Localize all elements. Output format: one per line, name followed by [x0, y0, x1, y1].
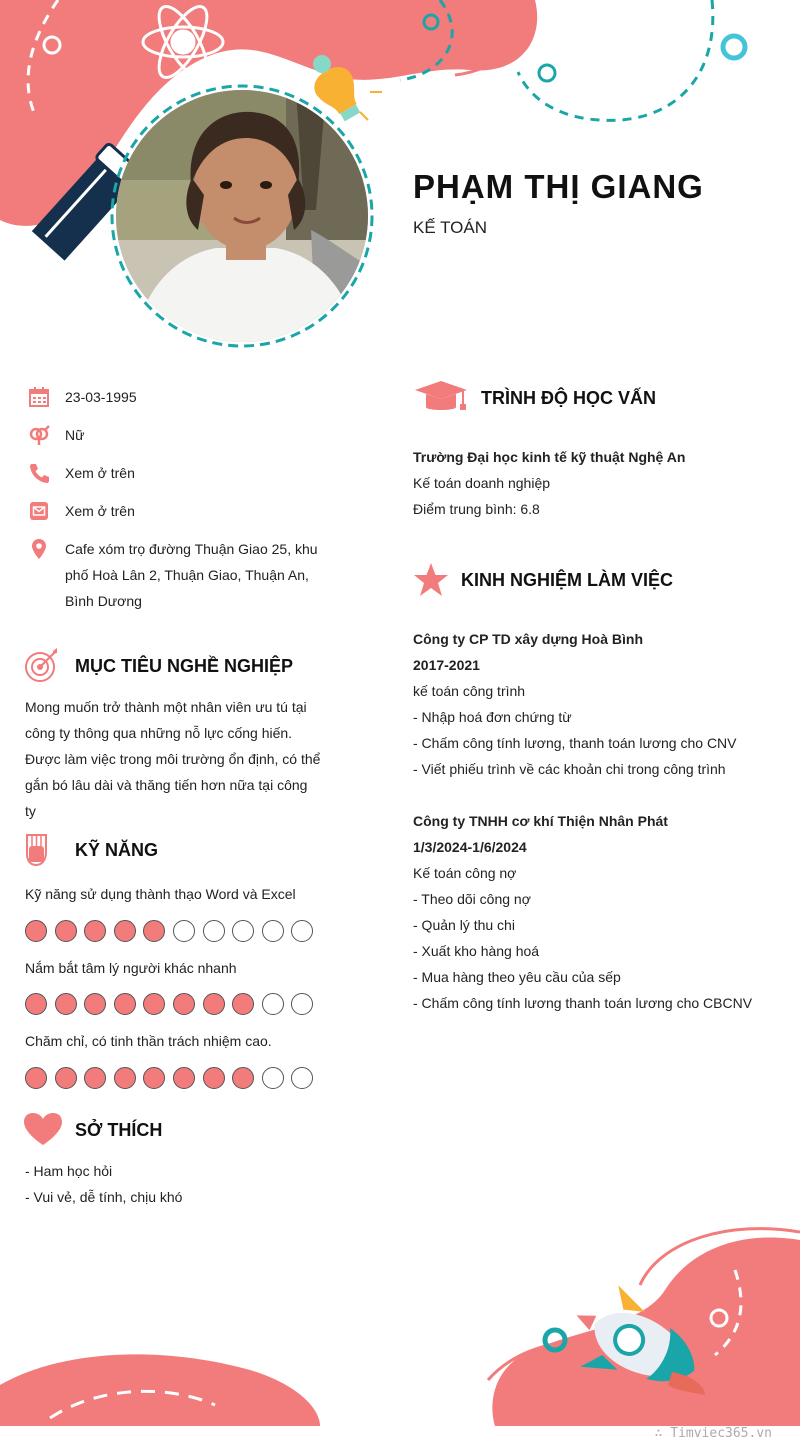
- school-name: Trường Đại học kinh tế kỹ thuật Nghệ An: [413, 449, 686, 465]
- skill-name: Kỹ năng sử dụng thành thạo Word và Excel: [25, 886, 296, 902]
- job-entry: [413, 626, 737, 782]
- job-company: Công ty TNHH cơ khí Thiện Nhân Phát: [413, 813, 668, 829]
- education-title: TRÌNH ĐỘ HỌC VẤN: [481, 387, 656, 408]
- contact-address: [28, 536, 328, 616]
- job-duty: - Chấm công tính lương, thanh toán lương cho CNV: [413, 735, 737, 751]
- objective-line: ty: [25, 803, 36, 819]
- email-text: Xem ở trên: [65, 503, 135, 519]
- skill-dot-filled: [232, 993, 254, 1015]
- target-icon: [22, 648, 75, 684]
- objective-section-header: [22, 648, 293, 684]
- address-line: Bình Dương: [65, 593, 142, 609]
- education-details: [413, 444, 685, 522]
- gender-text: Nữ: [65, 427, 85, 443]
- job-role: kế toán công trình: [413, 683, 526, 699]
- skill-dot-filled: [114, 993, 136, 1015]
- skill-dot-filled: [114, 1067, 136, 1089]
- skill-rating: [25, 1067, 321, 1089]
- objective-line: gắn bó lâu dài và thăng tiến hơn nữa tại công: [25, 777, 308, 793]
- star-icon: [413, 562, 461, 598]
- job-duty: - Theo dõi công nợ: [413, 891, 531, 907]
- skill-dot-empty: [232, 920, 254, 942]
- email-icon: [28, 500, 50, 522]
- hobby-item: - Ham học hỏi: [25, 1163, 113, 1179]
- skill-dot-filled: [114, 920, 136, 942]
- skill-dot-filled: [173, 993, 195, 1015]
- skill-dot-filled: [84, 993, 106, 1015]
- phone-text: Xem ở trên: [65, 465, 135, 481]
- address-text: [65, 536, 325, 614]
- profile-photo: [116, 90, 368, 342]
- job-duty: - Xuất kho hàng hoá: [413, 943, 540, 959]
- skill-dot-filled: [84, 920, 106, 942]
- contact-phone: [28, 460, 328, 486]
- skill-dot-filled: [203, 1067, 225, 1089]
- skill-dot-filled: [25, 920, 47, 942]
- objective-text: [25, 694, 320, 824]
- skill-dot-empty: [262, 993, 284, 1015]
- address-line: phố Hoà Lân 2, Thuận Giao, Thuận An,: [65, 567, 309, 583]
- skill-rating: [25, 993, 321, 1015]
- skill-dot-filled: [143, 1067, 165, 1089]
- job-duty: - Nhập hoá đơn chứng từ: [413, 709, 572, 725]
- phone-icon: [28, 462, 50, 484]
- skill-dot-filled: [55, 993, 77, 1015]
- birthdate-text: 23-03-1995: [65, 389, 137, 405]
- hobbies-title: SỞ THÍCH: [75, 1119, 163, 1140]
- hobbies-section-header: [22, 1112, 162, 1148]
- skill-dot-filled: [232, 1067, 254, 1089]
- location-pin-icon: [28, 538, 50, 560]
- education-gpa: Điểm trung bình: 6.8: [413, 501, 540, 517]
- objective-line: Được làm việc trong môi trường ổn định, có thể: [25, 751, 321, 767]
- skill-dot-empty: [262, 1067, 284, 1089]
- skill-rating: [25, 920, 321, 942]
- contact-email: [28, 498, 328, 524]
- skill-dot-filled: [203, 993, 225, 1015]
- job-duty: - Mua hàng theo yêu cầu của sếp: [413, 969, 621, 985]
- skill-dot-filled: [55, 1067, 77, 1089]
- objective-title: MỤC TIÊU NGHỀ NGHIỆP: [75, 655, 294, 676]
- objective-line: Mong muốn trở thành một nhân viên ưu tú tại: [25, 699, 307, 715]
- candidate-job-title: KẾ TOÁN: [413, 218, 488, 237]
- job-period: 2017-2021: [413, 657, 480, 673]
- skill-dot-filled: [143, 993, 165, 1015]
- job-duty: - Viết phiếu trình về các khoản chi trong công trình: [413, 761, 726, 777]
- contact-birthdate: [28, 384, 328, 410]
- gender-icon: [28, 424, 50, 446]
- objective-line: công ty thông qua những nỗ lực cống hiến.: [25, 725, 293, 741]
- address-line: Cafe xóm trọ đường Thuận Giao 25, khu: [65, 541, 318, 557]
- hobby-item: - Vui vẻ, dễ tính, chịu khó: [25, 1189, 183, 1205]
- education-section-header: [413, 378, 656, 418]
- experience-title: KINH NGHIỆM LÀM VIỆC: [461, 569, 674, 590]
- skill-dot-filled: [25, 993, 47, 1015]
- skill-dot-filled: [84, 1067, 106, 1089]
- skill-dot-empty: [291, 993, 313, 1015]
- job-duty: - Quản lý thu chi: [413, 917, 515, 933]
- skills-section-header: [22, 832, 158, 868]
- brand-watermark: ∴ Timviec365.vn: [654, 1426, 772, 1441]
- profile-photo-frame: [108, 82, 376, 350]
- skills-title: KỸ NĂNG: [75, 839, 159, 860]
- skill-dot-empty: [291, 1067, 313, 1089]
- heart-icon: [22, 1112, 75, 1148]
- skill-dot-filled: [55, 920, 77, 942]
- skill-name: Nắm bắt tâm lý người khác nhanh: [25, 960, 237, 976]
- hobbies-list: [25, 1158, 182, 1210]
- job-role: Kế toán công nợ: [413, 865, 517, 881]
- job-period: 1/3/2024-1/6/2024: [413, 839, 527, 855]
- skill-dot-empty: [262, 920, 284, 942]
- raised-fist-icon: [22, 832, 75, 868]
- skill-dot-filled: [25, 1067, 47, 1089]
- skill-dot-empty: [203, 920, 225, 942]
- graduation-cap-icon: [413, 378, 481, 418]
- skill-dot-filled: [173, 1067, 195, 1089]
- education-major: Kế toán doanh nghiệp: [413, 475, 551, 491]
- skill-name: Chăm chỉ, có tinh thần trách nhiệm cao.: [25, 1033, 272, 1049]
- candidate-name: PHẠM THỊ GIANG: [413, 168, 704, 205]
- job-duty: - Chấm công tính lương thanh toán lương cho CBCNV: [413, 995, 753, 1011]
- job-entry: [413, 808, 752, 1016]
- calendar-icon: [28, 386, 50, 408]
- skill-dot-empty: [173, 920, 195, 942]
- job-company: Công ty CP TD xây dựng Hoà Bình: [413, 631, 644, 647]
- experience-section-header: [413, 562, 673, 598]
- skill-dot-filled: [143, 920, 165, 942]
- skill-dot-empty: [291, 920, 313, 942]
- contact-gender: [28, 422, 328, 448]
